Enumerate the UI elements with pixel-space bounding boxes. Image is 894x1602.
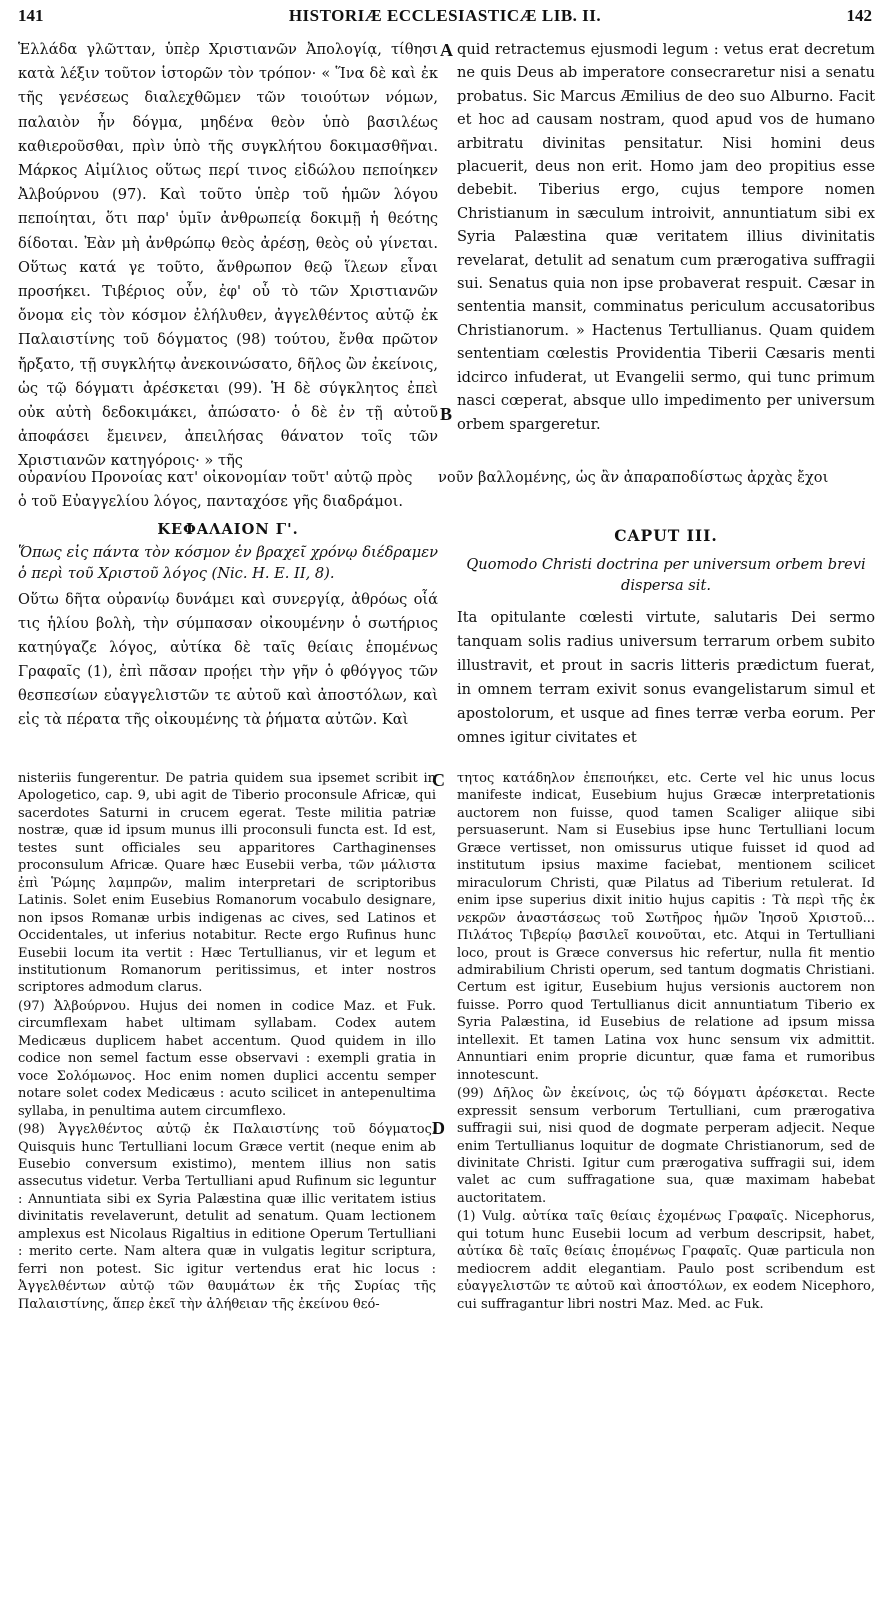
footnotes-left (18, 770, 436, 1596)
greek-continuation-end: ὁ τοῦ Εὐαγγελίου λόγος, πανταχόσε γῆς διαδράμοι. (18, 493, 403, 510)
greek-continuation-left: οὐρανίου Προνοίας κατ' οἰκονομίαν τοῦτ' αὐτῷ πρὸς (18, 469, 413, 486)
latin-paragraph: quid retractemus ejusmodi legum : vetus erat decretum ne quis Deus ab imperatore consecraretur nisi a senatu probatus. Sic Marcus Æmilius de deo suo Alburno. Facit et hoc ad causam nostram, quod apud vos de humano arbitratu divinitas pensitatur. Nisi homini deus placuerit, deus non erit. Homo jam deo propitius esse debebit. Tiberius ergo, cujus tempore nomen Christianum in sæculum introivit, annuntiatum sibi ex Syria Palæstina quæ veritatem illius divinitatis revelarat, detulit ad senatum cum prærogativa suffragii sui. Senatus quia non ipse probaverat respuit. Cæsar in sententia mansit, comminatus periculum accusatoribus Christianorum. » Hactenus Tertullianus. Quam quidem sententiam cœlestis Providentia Tiberii Cæsaris menti idcirco infuderat, ut Evangelii sermo, qui tunc primum nasci cœperat, absque ullo impedimento per universum orbem spargeretur. (457, 41, 875, 433)
greek-chapter-title: ΚΕΦΑΛΑΙΟΝ Γ'. (157, 521, 299, 538)
margin-marker-c: C (432, 770, 445, 790)
latin-chapter-text: Ita opitulante cœlesti virtute, salutaris Dei sermo tanquam solis radius universum terrarum orbem subito illustravit, et prout in sacris litteris prædictum fuerat, in omnem terram exivit sonus evangelistarum simul et apostolorum, et usque ad fines terræ verba eorum. Per omnes igitur civitates et (457, 609, 875, 746)
greek-continuation-line-2 (18, 490, 458, 516)
right-page-number: 142 (846, 6, 872, 25)
latin-chapter (457, 524, 875, 760)
greek-chapter-subtitle: Ὅπως εἰς πάντα τὸν κόσμον ἐν βραχεῖ χρόνῳ διέδραμεν ὁ περὶ τοῦ Χριστοῦ λόγος (Nic. H. E. II, 8). (18, 544, 438, 582)
latin-chapter-title: CAPUT III. (614, 526, 718, 545)
greek-text-top (18, 38, 438, 470)
margin-marker-d: D (432, 1118, 445, 1138)
greek-paragraph: Ἑλλάδα γλῶτταν, ὑπὲρ Χριστιανῶν Ἀπολογίᾳ, τίθησι κατὰ λέξιν τοῦτον ἱστορῶν τὸν τρόπον· « Ἵνα δὲ καὶ ἐκ τῆς γενέσεως διαλεχθῶμεν τῶν τοιούτων νόμων, παλαιὸν ἦν δόγμα, μηδένα θεὸν ὑπὸ βασιλέως καθιεροῦσθαι, πρὶν ὑπὸ τῆς συγκλήτου δοκιμασθῆναι. Μάρκος Αἰμίλιος οὕτως περί τινος εἰδώλου πεποίηκεν Ἀλβούρνου (97). Καὶ τοῦτο ὑπὲρ τοῦ ἡμῶν λόγου πεποίηται, ὅτι παρ' ὑμῖν ἀνθρωπείᾳ δοκιμῇ ἡ θεότης δίδοται. Ἐὰν μὴ ἀνθρώπῳ θεὸς ἀρέσῃ, θεὸς οὐ γίνεται. Οὕτως κατά γε τοῦτο, ἄνθρωπον θεῷ ἵλεων εἶναι προσήκει. Τιβέριος οὖν, ἐφ' οὗ τὸ τῶν Χριστιανῶν ὄνομα εἰς τὸν κόσμον ἐλήλυθεν, ἀγγελθέντος αὐτῷ ἐκ Παλαιστίνης τοῦ δόγματος (98) τούτου, ἔνθα πρῶτον ἤρξατο, τῇ συγκλήτῳ ἀνεκοινώσατο, δῆλος ὢν ἐκείνοις, ὡς τῷ δόγματι ἀρέσκεται (99). Ἡ δὲ σύγκλητος ἐπεὶ οὐκ αὐτὴ δεδοκιμάκει, ἀπώσατο· ὁ δὲ ἐν τῇ αὐτοῦ ἀποφάσει ἔμεινεν, ἀπειλήσας θάνατον τοῖς τῶν Χριστιανῶν κατηγόροις· » τῆς (18, 41, 438, 470)
footnote-99: (99) Δῆλος ὢν ἐκείνοις, ὡς τῷ δόγματι ἀρέσκεται. Recte expressit sensum verborum Tertulliani, cum prærogativa suffragii sui, nisi quod de dogmate perperam adjecit. Neque enim Tertullianus loquitur de dogmate Christianorum, sed de divinitate Christi. Igitur cum prærogativa suffragii sui, idem valet ac cum suffragatione sua, quæ maximam habebat auctoritatem. (457, 1086, 875, 1206)
footnotes-right (457, 770, 875, 1476)
footnote-97: (97) Ἀλβούρνου. Hujus dei nomen in codice Maz. et Fuk. circumflexam habet ultimam syllabam. Codex autem Medicæus duplicem habet accentum. Quod quidem in illo codice non semel factum esse observavi : exempli gratia in voce Σολόμωνος. Hoc enim nomen duplici accentu semper notare solet codex Medicæus : acuto scilicet in antepenultima syllaba, in penultima autem circumflexo. (18, 998, 436, 1119)
greek-chapter (18, 518, 438, 762)
greek-continuation-right: νοῦν βαλλομένης, ὡς ἂν ἀπαραποδίστως ἀρχὰς ἔχοι (438, 469, 829, 486)
margin-marker-b: B (440, 404, 453, 424)
latin-text-top (457, 38, 875, 468)
margin-marker-a: A (440, 40, 453, 60)
running-title: HISTORIÆ ECCLESIASTICÆ LIB. II. (288, 6, 602, 25)
latin-chapter-subtitle: Quomodo Christi doctrina per universum orbem brevi dispersa sit. (466, 556, 866, 594)
footnote: nisteriis fungerentur. De patria quidem sua ipsemet scribit in Apologetico, cap. 9, ubi agit de Tiberio proconsule Africæ, qui sacerdotes Saturni in crucem egerat. Teste militia patriæ nostræ, quæ id ipsum munus illi proconsuli functa est. Id est, testes sunt officiales seu apparitores Carthaginenses proconsulum Africæ. Quare hæc Eusebii verba, τῶν μάλιστα ἐπὶ Ῥώμης λαμπρῶν, malim interpretari de scriptoribus Latinis. Solet enim Eusebius Romanorum vocabulo designare, non ipsos Romanæ urbis indigenas ac cives, sed Latinos et Occidentales, ut inferius notabitur. Recte ergo Rufinus hunc Eusebii locum ita vertit : Hæc Tertullianus, vir et legum et institutionum Romanorum peritissimus, et inter nostros scriptores admodum clarus. (18, 771, 436, 996)
greek-continuation-line (18, 466, 876, 492)
greek-chapter-text: Οὕτω δῆτα οὐρανίῳ δυνάμει καὶ συνεργίᾳ, ἀθρόως οἷά τις ἡλίου βολὴ, τὴν σύμπασαν οἰκουμένην ὁ σωτήριος κατηύγαζε λόγος, αὐτίκα δὲ ταῖς θείαις ἑπομένως Γραφαῖς (1), ἐπὶ πᾶσαν προῄει τὴν γῆν ὁ φθόγγος τῶν θεσπεσίων εὐαγγελιστῶν τε αὐτοῦ καὶ ἀποστόλων, καὶ εἰς τὰ πέρατα τῆς οἰκουμένης τὰ ῥήματα αὐτῶν. Καὶ (18, 591, 438, 728)
footnote-1: (1) Vulg. αὐτίκα ταῖς θείαις ἑχομένως Γραφαῖς. Nicephorus, qui totum hunc Eusebii locum ad verbum descripsit, habet, αὐτίκα δὲ ταῖς θείαις ἑπομένως Γραφαῖς. Quæ particula non mediocrem addit elegantiam. Paulo post scribendum est εὐαγγελιστῶν τε αὐτοῦ καὶ ἀποστόλων, ex eodem Nicephoro, cui suffragantur libri nostri Maz. Med. ac Fuk. (457, 1209, 875, 1312)
left-page-number: 141 (18, 6, 44, 25)
footnote-continuation: τητος κατάδηλον ἐπεποιήκει, etc. Certe vel hic unus locus manifeste indicat, Eusebium hujus Græcæ interpretationis auctorem non fuisse, quod tamen Scaliger aliique sibi persuaserunt. Nam si Eusebius ipse hunc Tertulliani locum Græce vertisset, non omissurus utique fuisset id quod ad institutum ipsius maxime faciebat, mentionem scilicet miraculorum Christi, quæ Pilatus ad Tiberium retulerat. Id enim ipse superius dixit initio hujus capitis : Τὰ περὶ τῆς ἐκ νεκρῶν ἀναστάσεως τοῦ Σωτῆρος ἡμῶν Ἰησοῦ Χριστοῦ... Πιλάτος Τιβερίῳ βασιλεῖ κοινοῦται, etc. Atqui in Tertulliani loco, prout is Græce conversus hic refertur, nulla fit mentio admirabilium Christi operum, sed tantum dogmatis Christiani. Certum est igitur, Eusebium hujus versionis auctorem non fuisse. Porro quod Tertullianus dicit annuntiatum Tiberio ex Syria Palæstina, id Eusebius de relatione ad ipsum missa intellexit. Et tamen Latina vox hunc sensum vix admittit. Annuntiari enim proprie dicuntur, quæ fama et rumoribus innotescunt. (457, 771, 875, 1083)
running-header (18, 6, 872, 32)
footnote-98: (98) Ἀγγελθέντος αὐτῷ ἐκ Παλαιστίνης τοῦ δόγματος. Quisquis hunc Tertulliani locum Græce vertit (neque enim ab Eusebio conversum existimo), mentem illius non satis assecutus videtur. Verba Tertulliani apud Rufinum sic leguntur : Annuntiata sibi ex Syria Palæstina quæ illic veritatem istius divinitatis revelaverunt, detulit ad senatum. Quam lectionem amplexus est Nicolaus Rigaltius in editione Operum Tertulliani : merito certe. Nam altera quæ in vulgatis legitur scriptura, ferri non potest. Sic igitur vertendus erat hic locus : Ἀγγελθέντων αὐτῷ τῶν θαυμάτων ἐκ τῆς Συρίας τῆς Παλαιστίνης, ἅπερ ἐκεῖ τὴν ἀλήθειαν τῆς ἐκείνου θεό- (18, 1122, 436, 1312)
